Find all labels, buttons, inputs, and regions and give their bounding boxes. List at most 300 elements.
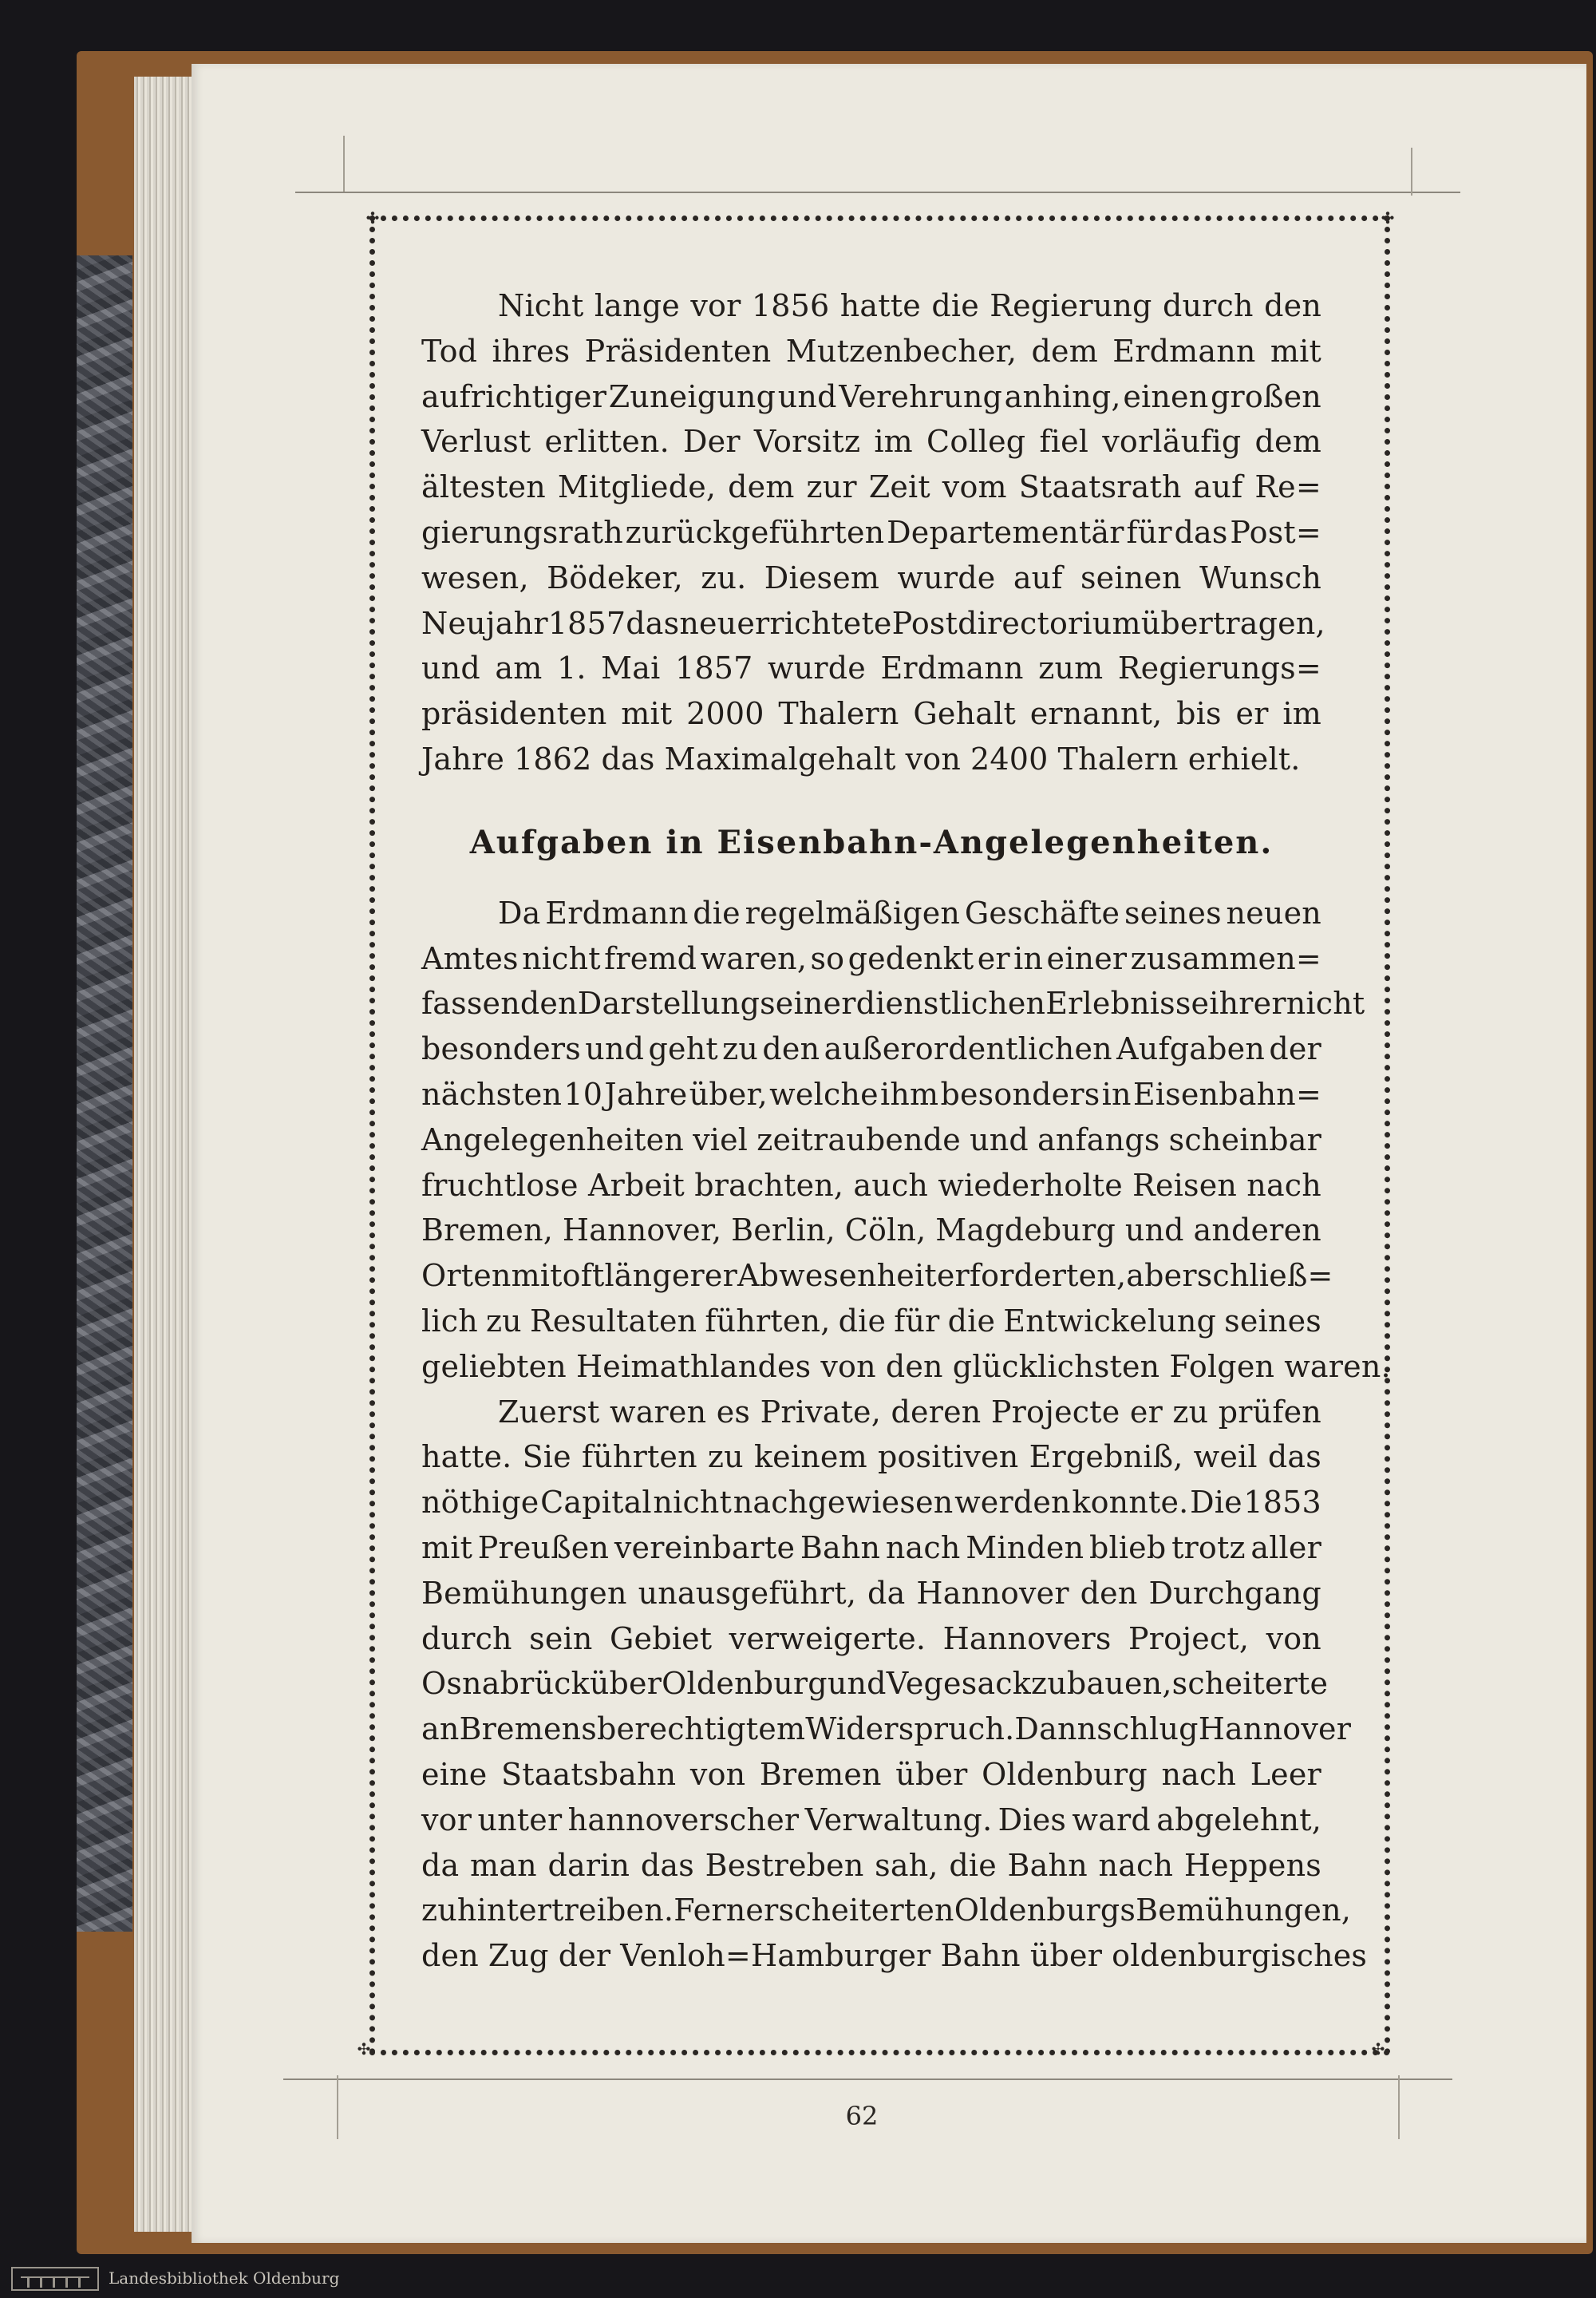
- word: Verwaltung.: [804, 1802, 993, 1837]
- word: Zeit: [868, 469, 930, 505]
- word: Oldenburg: [982, 1756, 1148, 1792]
- text-line: [421, 1707, 1352, 1752]
- word: die: [947, 1303, 996, 1339]
- word: Diesem: [764, 560, 880, 595]
- word: scheinbar: [1168, 1121, 1321, 1157]
- word: zu: [1031, 1666, 1067, 1702]
- word: Durchgang: [1148, 1575, 1321, 1611]
- word: Regierung: [990, 288, 1152, 323]
- word: bauen,: [1066, 1666, 1172, 1702]
- word: Verlust: [421, 424, 531, 460]
- word: dienstlichen: [855, 986, 1046, 1022]
- word: Entwickelung: [1003, 1303, 1217, 1339]
- frame-corner-ornament: ✣: [1371, 2039, 1385, 2059]
- word: Re=: [1254, 469, 1321, 505]
- text-line: [421, 936, 1321, 982]
- word: welche: [769, 1076, 879, 1112]
- word: Osnabrück: [421, 1666, 590, 1702]
- word: zu: [1172, 1394, 1209, 1430]
- word: von: [689, 1756, 746, 1792]
- word: in: [1101, 1076, 1132, 1112]
- word: am: [495, 651, 543, 686]
- word: an: [421, 1711, 460, 1747]
- word: nach: [1098, 1847, 1174, 1883]
- word: erlitten.: [544, 424, 670, 460]
- text-line: [421, 1434, 1321, 1480]
- text-line: [421, 1208, 1321, 1253]
- word: positiven: [877, 1439, 1019, 1475]
- word: Bödeker,: [547, 560, 683, 595]
- word: Oldenburgs: [954, 1893, 1136, 1928]
- text-line: [421, 510, 1321, 556]
- word: dem: [728, 469, 795, 505]
- text-line: [421, 1888, 1352, 1933]
- word: Cöln,: [844, 1212, 926, 1248]
- word: mit: [511, 1258, 563, 1294]
- word: Tod: [421, 333, 478, 369]
- word: Preußen: [477, 1529, 610, 1565]
- word: errichtete: [737, 605, 892, 641]
- word: auch: [853, 1167, 929, 1203]
- text-line: [421, 1163, 1321, 1208]
- library-logo-icon: [11, 2267, 99, 2291]
- word: Minden: [966, 1529, 1084, 1565]
- word: und: [827, 1666, 887, 1702]
- word: nach: [1246, 1167, 1321, 1203]
- word: die: [931, 288, 979, 323]
- text-line: [421, 1299, 1321, 1344]
- word: Oldenburg: [662, 1666, 828, 1702]
- text-line: [421, 737, 1321, 782]
- word: Erdmann: [1112, 333, 1256, 369]
- section-heading: Aufgaben in Eisenbahn-Angelegenheiten.: [469, 823, 1274, 861]
- word: Orten: [421, 1258, 512, 1294]
- word: 1853: [1243, 1485, 1321, 1521]
- word: Thalern: [778, 696, 899, 732]
- word: Nicht: [498, 288, 584, 323]
- word: Angelegenheiten: [421, 1121, 685, 1157]
- body-text: [421, 283, 1391, 1979]
- word: waren.: [1284, 1348, 1391, 1384]
- word: blieb: [1088, 1529, 1167, 1565]
- word: Projecte: [990, 1394, 1120, 1430]
- word: 10: [563, 1076, 603, 1112]
- word: Die: [1190, 1485, 1242, 1521]
- word: es: [716, 1394, 751, 1430]
- word: im: [1282, 696, 1321, 732]
- word: übertragen,: [1140, 605, 1325, 641]
- word: mit: [1270, 333, 1321, 369]
- word: ältesten: [421, 469, 546, 505]
- word: dem: [1254, 424, 1321, 460]
- word: den: [762, 1031, 820, 1067]
- word: Bremens: [459, 1711, 598, 1747]
- word: darin: [547, 1847, 630, 1883]
- page-stack-edge: [134, 77, 198, 2232]
- word: Staatsrath: [1018, 469, 1182, 505]
- word: glücklichsten: [952, 1348, 1160, 1384]
- word: dem: [1031, 333, 1098, 369]
- text-line: [421, 1525, 1321, 1571]
- word: nach: [1161, 1756, 1237, 1792]
- word: aller: [1250, 1529, 1321, 1565]
- word: regelmäßigen: [745, 895, 961, 931]
- word: so: [810, 940, 845, 976]
- word: deren: [891, 1394, 982, 1430]
- word: Bahn: [940, 1938, 1021, 1974]
- word: im: [874, 424, 913, 460]
- text-line: [421, 1253, 1333, 1299]
- word: erhielt.: [1187, 741, 1301, 777]
- word: besonders: [421, 1031, 581, 1067]
- word: auf: [1193, 469, 1243, 505]
- word: die: [693, 895, 741, 931]
- word: für: [894, 1303, 940, 1339]
- text-line: [421, 891, 1321, 936]
- word: nicht: [1286, 986, 1365, 1022]
- word: oldenburgisches: [1112, 1938, 1368, 1974]
- word: und: [421, 651, 480, 686]
- word: und: [970, 1121, 1029, 1157]
- word: das: [1174, 514, 1228, 550]
- word: abgelehnt,: [1156, 1802, 1321, 1837]
- word: besonders: [940, 1076, 1100, 1112]
- word: Venloh=Hamburger: [620, 1938, 931, 1974]
- word: vereinbarte: [614, 1529, 796, 1565]
- word: die: [838, 1303, 887, 1339]
- word: seines: [1124, 895, 1222, 931]
- word: Neujahr: [421, 605, 548, 641]
- word: zum: [1038, 651, 1104, 686]
- word: wurde: [897, 560, 996, 595]
- word: über: [895, 1756, 968, 1792]
- word: vor: [421, 1802, 472, 1837]
- word: vom: [942, 469, 1007, 505]
- word: anderen: [1193, 1212, 1321, 1248]
- word: aufrichtiger: [421, 378, 607, 414]
- word: Präsidenten: [584, 333, 772, 369]
- word: 1856: [751, 288, 830, 323]
- word: Thalern: [1057, 741, 1179, 777]
- word: das: [640, 1847, 694, 1883]
- word: geliebten: [421, 1348, 567, 1384]
- word: schlug: [1096, 1711, 1199, 1747]
- word: über: [589, 1666, 662, 1702]
- word: keinem: [753, 1439, 867, 1475]
- word: zur: [806, 469, 857, 505]
- word: Mitgliede,: [557, 469, 717, 505]
- word: zeitraubende: [757, 1121, 961, 1157]
- text-line: [421, 1571, 1321, 1616]
- word: ihres: [492, 333, 571, 369]
- word: Arbeit: [587, 1167, 685, 1203]
- word: nach: [885, 1529, 961, 1565]
- word: da: [421, 1847, 460, 1883]
- word: das: [626, 605, 680, 641]
- word: aber: [1126, 1258, 1197, 1294]
- word: Bahn: [800, 1529, 881, 1565]
- word: lange: [594, 288, 680, 323]
- word: zusammen=: [1130, 940, 1321, 976]
- text-line: [421, 1616, 1321, 1662]
- word: hatte: [839, 288, 921, 323]
- bottom-rule: [283, 2078, 1452, 2080]
- word: scheiterten: [778, 1893, 954, 1928]
- word: nicht: [653, 1485, 733, 1521]
- text-line: [421, 691, 1321, 737]
- text-line: [421, 465, 1321, 510]
- text-line: [421, 419, 1321, 465]
- word: die: [949, 1847, 997, 1883]
- word: gedenkt: [847, 940, 974, 976]
- word: Hannover: [916, 1575, 1069, 1611]
- word: mit: [421, 1529, 473, 1565]
- word: seines: [1224, 1303, 1321, 1339]
- word: unausgeführt,: [638, 1575, 857, 1611]
- word: Bahn: [1007, 1847, 1088, 1883]
- word: anfangs: [1037, 1121, 1160, 1157]
- marbled-edge: [77, 255, 132, 1932]
- word: Erlebnisse: [1045, 986, 1210, 1022]
- word: konnte.: [1072, 1485, 1189, 1521]
- word: anhing,: [1004, 378, 1121, 414]
- word: zu: [485, 1303, 522, 1339]
- word: der: [1269, 1031, 1321, 1067]
- word: von: [820, 1348, 876, 1384]
- word: Darstellung: [577, 986, 760, 1022]
- top-rule: [295, 192, 1460, 193]
- word: führten: [581, 1439, 697, 1475]
- word: Jahre: [421, 741, 505, 777]
- paragraph-2: [421, 891, 1391, 1390]
- word: längerer: [604, 1258, 737, 1294]
- word: berechtigtem: [597, 1711, 806, 1747]
- word: durch: [421, 1620, 512, 1656]
- word: eine: [421, 1756, 488, 1792]
- word: schließ=: [1196, 1258, 1333, 1294]
- word: 1.: [556, 651, 587, 686]
- word: mit: [621, 696, 673, 732]
- word: bis: [1176, 696, 1222, 732]
- word: ihrer: [1209, 986, 1286, 1022]
- word: Resultaten: [529, 1303, 697, 1339]
- word: Eisenbahn=: [1132, 1076, 1321, 1112]
- word: Post=: [1230, 514, 1321, 550]
- word: zurückgeführten: [625, 514, 885, 550]
- page-number: 62: [845, 2101, 879, 2131]
- text-line: [421, 981, 1365, 1026]
- word: Hannovers: [942, 1620, 1112, 1656]
- word: Bremen: [759, 1756, 882, 1792]
- word: Regierungs=: [1117, 651, 1321, 686]
- word: Erdmann: [880, 651, 1024, 686]
- word: man: [470, 1847, 537, 1883]
- word: fassenden: [421, 986, 578, 1022]
- paragraph-1: [421, 283, 1325, 782]
- word: 1862: [514, 741, 592, 777]
- word: Bemühungen: [421, 1575, 627, 1611]
- word: Jahre: [604, 1076, 688, 1112]
- word: geht: [648, 1031, 718, 1067]
- word: und: [585, 1031, 645, 1067]
- word: erforderten,: [936, 1258, 1127, 1294]
- word: sein: [529, 1620, 593, 1656]
- word: Verehrung: [839, 378, 1003, 414]
- word: Ferner: [674, 1893, 779, 1928]
- word: Abwesenheit: [737, 1258, 937, 1294]
- word: verweigerte.: [729, 1620, 926, 1656]
- word: nöthige: [421, 1485, 539, 1521]
- word: seinen: [1080, 560, 1182, 595]
- text-line: [421, 1344, 1391, 1390]
- word: waren,: [700, 940, 808, 976]
- word: gierungsrath: [421, 514, 623, 550]
- word: zu: [707, 1439, 744, 1475]
- word: zu: [722, 1031, 759, 1067]
- word: nächsten: [421, 1076, 563, 1112]
- word: Ergebniß,: [1029, 1439, 1183, 1475]
- text-line: [421, 1798, 1321, 1843]
- word: Bemühungen,: [1136, 1893, 1352, 1928]
- word: Zug: [488, 1938, 549, 1974]
- word: unter: [477, 1802, 563, 1837]
- word: Bremen,: [421, 1212, 554, 1248]
- word: vor: [690, 288, 741, 323]
- word: das: [601, 741, 655, 777]
- word: Aufgaben: [1116, 1031, 1266, 1067]
- word: Vorsitz: [753, 424, 861, 460]
- word: Project,: [1128, 1620, 1250, 1656]
- footer-library-label: Landesbibliothek Oldenburg: [109, 2268, 340, 2288]
- word: Hannover,: [562, 1212, 722, 1248]
- word: großen: [1211, 378, 1321, 414]
- word: Zuerst: [498, 1394, 600, 1430]
- word: Staatsbahn: [501, 1756, 677, 1792]
- text-line: [421, 1661, 1329, 1707]
- word: Hannover: [1198, 1711, 1352, 1747]
- word: ward: [1072, 1802, 1151, 1837]
- paragraph-3: [421, 1390, 1368, 1979]
- word: Leer: [1250, 1756, 1321, 1792]
- word: und: [777, 378, 837, 414]
- word: Dies: [998, 1802, 1067, 1837]
- word: wiederholte: [938, 1167, 1123, 1203]
- word: prüfen: [1218, 1394, 1321, 1430]
- word: weil: [1193, 1439, 1258, 1475]
- word: präsidenten: [421, 696, 607, 732]
- word: da: [867, 1575, 906, 1611]
- word: Heimathlandes: [575, 1348, 812, 1384]
- word: Heppens: [1183, 1847, 1321, 1883]
- word: den: [421, 1938, 479, 1974]
- word: fremd: [604, 940, 697, 976]
- word: Postdirectorium: [891, 605, 1141, 641]
- word: scheiterte: [1171, 1666, 1329, 1702]
- word: 2400: [970, 741, 1049, 777]
- word: Capital: [540, 1485, 652, 1521]
- word: einen: [1123, 378, 1209, 414]
- word: Dann: [1014, 1711, 1097, 1747]
- word: Der: [683, 424, 741, 460]
- word: nicht: [522, 940, 601, 976]
- word: hintertreiben.: [456, 1893, 674, 1928]
- word: wesen,: [421, 560, 529, 595]
- text-line: [421, 646, 1321, 691]
- word: ihm: [880, 1076, 939, 1112]
- word: er: [977, 940, 1010, 976]
- word: Mai: [601, 651, 661, 686]
- word: neuen: [1226, 895, 1321, 931]
- word: 2000: [686, 696, 764, 732]
- word: brachten,: [694, 1167, 844, 1203]
- text-line: [421, 1752, 1321, 1798]
- word: fiel: [1039, 424, 1089, 460]
- text-line: [421, 1117, 1321, 1163]
- word: Gebiet: [609, 1620, 713, 1656]
- word: Widerspruch.: [805, 1711, 1015, 1747]
- word: Geschäfte: [964, 895, 1120, 931]
- margin-tick: [1398, 2075, 1400, 2139]
- word: durch: [1162, 288, 1254, 323]
- word: 1857: [547, 605, 626, 641]
- word: das: [1267, 1439, 1321, 1475]
- word: vorläufig: [1102, 424, 1242, 460]
- word: fruchtlose: [421, 1167, 579, 1203]
- word: werden: [954, 1485, 1071, 1521]
- frame-corner-ornament: ✣: [1381, 208, 1395, 227]
- text-line: [421, 1026, 1321, 1072]
- frame-corner-ornament: ✣: [357, 2039, 371, 2059]
- margin-tick: [337, 2075, 338, 2139]
- word: viel: [693, 1121, 749, 1157]
- word: Private,: [760, 1394, 882, 1430]
- word: über: [1029, 1938, 1103, 1974]
- text-line: [421, 329, 1321, 374]
- word: Vegesack: [886, 1666, 1032, 1702]
- word: in: [1013, 940, 1044, 976]
- word: Amtes: [421, 940, 519, 976]
- word: seiner: [760, 986, 856, 1022]
- text-line: [421, 1480, 1321, 1525]
- word: Colleg: [926, 424, 1026, 460]
- frame-corner-ornament: ✣: [365, 208, 380, 227]
- text-line: [421, 556, 1321, 601]
- word: über,: [689, 1076, 768, 1112]
- word: nachgewiesen: [733, 1485, 954, 1521]
- word: Reisen: [1132, 1167, 1238, 1203]
- text-line: [421, 1390, 1321, 1435]
- word: Bestreben: [705, 1847, 864, 1883]
- word: 1857: [674, 651, 753, 686]
- word: trotz: [1171, 1529, 1246, 1565]
- word: den: [885, 1348, 943, 1384]
- word: wurde: [767, 651, 866, 686]
- word: von: [1266, 1620, 1321, 1656]
- word: außerordentlichen: [824, 1031, 1112, 1067]
- margin-tick: [1411, 148, 1412, 196]
- word: Wunsch: [1199, 560, 1321, 595]
- word: Departementär: [887, 514, 1124, 550]
- word: Berlin,: [731, 1212, 836, 1248]
- word: lich: [421, 1303, 478, 1339]
- text-line: [421, 1843, 1321, 1889]
- text-line: [421, 601, 1325, 647]
- word: hannoverscher: [567, 1802, 800, 1837]
- text-line: [421, 1933, 1368, 1979]
- word: Mutzenbecher,: [785, 333, 1017, 369]
- word: hatte.: [421, 1439, 512, 1475]
- text-line: [421, 283, 1321, 329]
